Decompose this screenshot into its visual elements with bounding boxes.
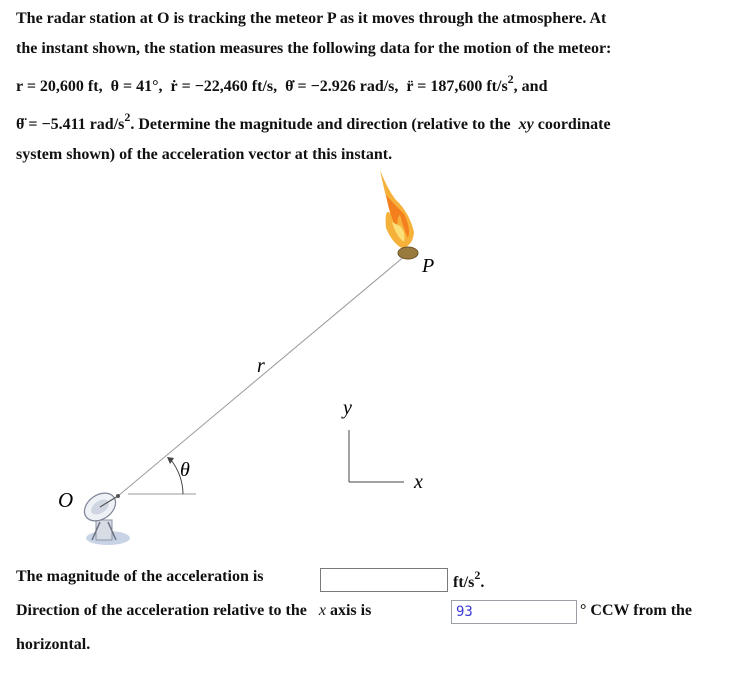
problem-line-2: the instant shown, the station measures the following data for the motion of the meteor: (16, 40, 612, 57)
magnitude-row (16, 568, 264, 586)
problem-line-5: system shown) of the acceleration vector at this instant. (16, 146, 393, 163)
meteor-flame-icon (380, 170, 414, 248)
direction-suffix: ° CCW from the (580, 602, 693, 619)
direction-input[interactable]: 93 (451, 600, 577, 624)
problem-coordinate: coordinate (537, 116, 611, 133)
problem-xy: xy (518, 116, 534, 133)
meteor-rock-icon (398, 247, 418, 259)
magnitude-unit-exponent: 2 (474, 568, 481, 582)
given-rddot: r̈ = 187,600 ft/s (406, 78, 508, 95)
magnitude-unit-text: ft/s (453, 574, 475, 591)
given-and: , and (513, 78, 548, 95)
magnitude-prompt: The magnitude of the acceleration is (16, 568, 264, 585)
radar-station-icon (79, 487, 130, 545)
label-y: y (343, 397, 352, 419)
direction-line-2: horizontal. (16, 636, 91, 653)
direction-axis: x (318, 602, 326, 619)
label-r: r (257, 355, 265, 377)
magnitude-input[interactable] (320, 568, 448, 592)
label-theta: θ (180, 459, 190, 481)
direction-row (16, 602, 371, 620)
label-x: x (414, 471, 423, 493)
problem-line-4-text: . Determine the magnitude and direction (relative to the (130, 116, 511, 133)
given-rdot: ṙ = −22,460 ft/s, (170, 78, 278, 95)
given-thetaddot-exponent: 2 (124, 110, 131, 124)
given-thetadot: θ̇ = −2.926 rad/s, (285, 78, 399, 95)
given-thetaddot: θ̈ = −5.411 rad/s (16, 116, 125, 133)
given-r: r = 20,600 ft, (16, 78, 103, 95)
label-O: O (58, 488, 74, 512)
problem-line-1: The radar station at O is tracking the meteor P as it moves through the atmosphere. At (16, 10, 607, 27)
direction-axis-suffix: axis is (329, 602, 372, 619)
label-P: P (422, 255, 435, 277)
direction-prompt: Direction of the acceleration relative to the (16, 602, 307, 619)
magnitude-unit (453, 568, 484, 592)
magnitude-period: . (480, 574, 485, 591)
given-theta: θ = 41°, (110, 78, 163, 95)
given-rddot-exponent: 2 (507, 72, 514, 86)
